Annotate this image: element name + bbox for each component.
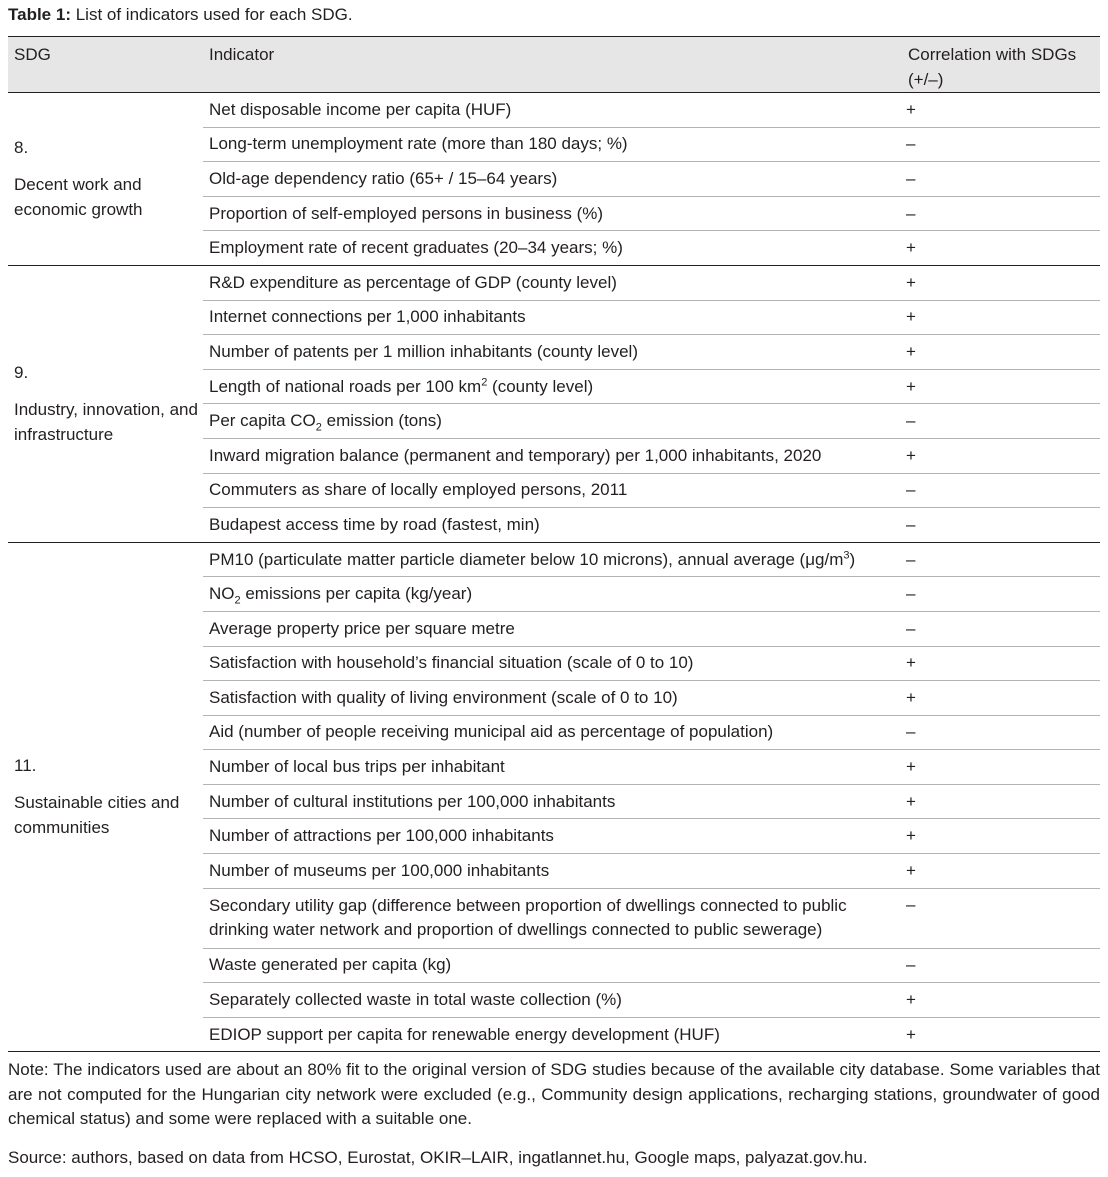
indicator-cell: Satisfaction with quality of living environment (scale of 0 to 10): [203, 681, 902, 716]
indicator-cell: Number of museums per 100,000 inhabitants: [203, 854, 902, 889]
sdg-cell: [8, 93, 203, 266]
indicator-cell: Internet connections per 1,000 inhabitants: [203, 300, 902, 335]
indicators-table: [8, 36, 1100, 1052]
correlation-sign: +: [902, 369, 1100, 404]
sdg-cell: [8, 542, 203, 1052]
indicator-text: NO: [209, 584, 235, 604]
indicator-text: emission (tons): [321, 411, 442, 431]
correlation-sign: –: [902, 508, 1100, 543]
sdg-name: Industry, innovation, and infrastructure: [14, 399, 198, 444]
indicator-subscript: 2: [315, 421, 322, 434]
indicator-text: Per capita CO: [209, 411, 316, 431]
indicator-text: (county level): [487, 376, 594, 396]
indicator-text: Length of national roads per 100 km: [209, 376, 482, 396]
correlation-sign: +: [902, 646, 1100, 681]
sdg-name: Decent work and economic growth: [14, 174, 143, 219]
correlation-sign: +: [902, 750, 1100, 785]
correlation-sign: +: [902, 335, 1100, 370]
table-body: [8, 93, 1100, 1052]
indicator-cell: Inward migration balance (permanent and temporary) per 1,000 inhabitants, 2020: [203, 438, 902, 473]
correlation-sign: –: [902, 473, 1100, 508]
indicator-text: PM10 (particulate matter particle diameter below 10 microns), annual average (μg/m: [209, 549, 844, 569]
header-correlation: Correlation with SDGs (+/–): [902, 37, 1100, 93]
indicator-cell: Number of patents per 1 million inhabitants (county level): [203, 335, 902, 370]
correlation-sign: –: [902, 162, 1100, 197]
indicator-cell: Number of cultural institutions per 100,000 inhabitants: [203, 784, 902, 819]
indicator-cell: R&D expenditure as percentage of GDP (county level): [203, 265, 902, 300]
indicator-cell: Number of local bus trips per inhabitant: [203, 750, 902, 785]
correlation-sign: –: [902, 577, 1100, 612]
correlation-sign: –: [902, 611, 1100, 646]
indicator-cell: Budapest access time by road (fastest, min): [203, 508, 902, 543]
caption-label: Table 1:: [8, 5, 71, 24]
correlation-sign: –: [902, 196, 1100, 231]
indicator-cell: Satisfaction with household’s financial situation (scale of 0 to 10): [203, 646, 902, 681]
sdg-cell: [8, 265, 203, 542]
caption-text: List of indicators used for each SDG.: [75, 5, 353, 24]
correlation-sign: +: [902, 819, 1100, 854]
indicator-cell: Net disposable income per capita (HUF): [203, 93, 902, 128]
indicator-text: emissions per capita (kg/year): [240, 584, 473, 604]
correlation-sign: +: [902, 681, 1100, 716]
correlation-sign: +: [902, 438, 1100, 473]
correlation-sign: –: [902, 542, 1100, 577]
correlation-sign: –: [902, 127, 1100, 162]
correlation-sign: +: [902, 854, 1100, 889]
indicator-text: ): [849, 549, 856, 569]
sdg-number: 8.: [14, 137, 29, 157]
correlation-sign: –: [902, 715, 1100, 750]
table-note: Note: The indicators used are about an 80% fit to the original version of SDG studies because of the available city database. Some variables that are not computed for the Hungarian city network were excluded (e.g., Community design applications, recharging stations, groundwater of good chemical status) and some were replaced with a suitable one.: [8, 1060, 1100, 1128]
indicator-cell: Separately collected waste in total waste collection (%): [203, 983, 902, 1018]
indicator-cell: Waste generated per capita (kg): [203, 948, 902, 983]
correlation-sign: +: [902, 784, 1100, 819]
header-indicator: Indicator: [203, 37, 902, 93]
indicator-cell: Aid (number of people receiving municipal aid as percentage of population): [203, 715, 902, 750]
indicator-cell: Long-term unemployment rate (more than 180 days; %): [203, 127, 902, 162]
sdg-number: 11.: [14, 756, 37, 776]
indicator-cell: Secondary utility gap (difference between proportion of dwellings connected to public drinking water network and proportion of dwellings connected to public sewerage): [203, 888, 902, 948]
table-row: [8, 542, 1100, 577]
indicator-cell: EDIOP support per capita for renewable energy development (HUF): [203, 1017, 902, 1052]
correlation-sign: +: [902, 300, 1100, 335]
indicator-cell: Average property price per square metre: [203, 611, 902, 646]
correlation-sign: –: [902, 948, 1100, 983]
indicator-cell: Old-age dependency ratio (65+ / 15–64 years): [203, 162, 902, 197]
indicator-cell: [203, 542, 902, 577]
indicator-cell: Employment rate of recent graduates (20–34 years; %): [203, 231, 902, 266]
sdg-name: Sustainable cities and communities: [14, 793, 180, 838]
correlation-sign: +: [902, 983, 1100, 1018]
indicator-cell: [203, 369, 902, 404]
correlation-sign: +: [902, 231, 1100, 266]
table-row: [8, 265, 1100, 300]
header-sdg: SDG: [8, 37, 203, 93]
indicator-subscript: 2: [234, 594, 241, 607]
table-source: Source: authors, based on data from HCSO, Eurostat, OKIR–LAIR, ingatlannet.hu, Google maps, palyazat.gov.hu.: [8, 1148, 868, 1167]
indicator-superscript: 2: [481, 375, 488, 388]
indicator-cell: [203, 404, 902, 439]
sdg-number: 9.: [14, 362, 29, 382]
correlation-sign: –: [902, 404, 1100, 439]
indicator-cell: Proportion of self-employed persons in business (%): [203, 196, 902, 231]
correlation-sign: +: [902, 93, 1100, 128]
table-row: [8, 93, 1100, 128]
indicator-cell: Commuters as share of locally employed persons, 2011: [203, 473, 902, 508]
indicator-cell: Number of attractions per 100,000 inhabitants: [203, 819, 902, 854]
indicator-cell: [203, 577, 902, 612]
correlation-sign: +: [902, 265, 1100, 300]
correlation-sign: +: [902, 1017, 1100, 1052]
correlation-sign: –: [902, 888, 1100, 948]
table-header-row: [8, 37, 1100, 93]
table-caption: [8, 4, 353, 26]
indicator-superscript: 3: [843, 548, 850, 561]
